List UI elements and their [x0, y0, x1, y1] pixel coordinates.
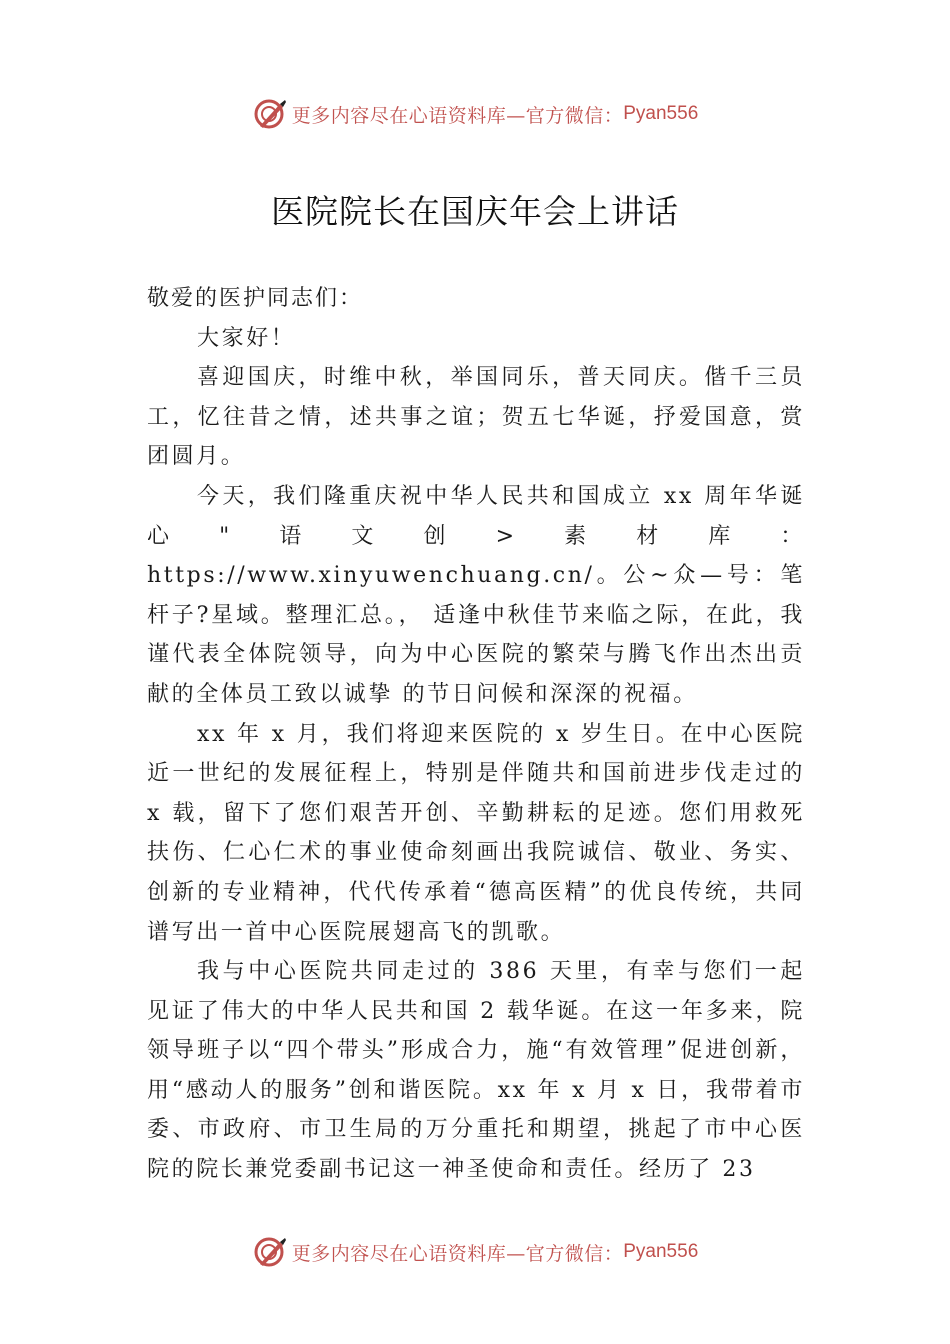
footer-banner [0, 1232, 950, 1272]
greeting: 大家好！ [197, 325, 296, 351]
wechat-id: Pyan556 [623, 1241, 699, 1262]
header-banner [0, 94, 950, 134]
paragraph: 喜迎国庆，时维中秋，举国同乐，普天同庆。偕千三员工，忆往昔之情，述共事之谊；贺五七华诞，抒爱国意，赏团圆月。 [147, 365, 805, 470]
salutation: 敬爱的医护同志们： [147, 286, 364, 311]
paragraph: xx 年 x 月，我们将迎来医院的 x 岁生日。在中心医院近一世纪的发展征程上，特别是伴随共和国前进步伐走过的 x 载，留下了您们艰苦开创、辛勤耕耘的足迹。您们用救死扶伤、仁心仁术的事业使命刻画出我院诚信、敬业、务实、创新的专业精神，代代传承着“德高医精”的优良传统，共同谱写出一首中心医院展翅高飞的凯歌。 [147, 721, 805, 945]
paragraph: 今天，我们隆重庆祝中华人民共和国成立 xx 周年华诞心"语文创>素材库：https://www.xinyuwenchuang.cn/。公~众—号：笔杆子?星域。整理汇总。， 适逢中秋佳节来临之际，在此，我谨代表全体院领导，向为中心医院的繁荣与腾飞作出杰出贡献的全体员工致以诚挚 的节日问候和深深的祝福。 [147, 483, 805, 707]
document-title: 医院院长在国庆年会上讲话 [271, 192, 679, 231]
banner-text: 更多内容尽在心语资料库—官方微信： [291, 104, 624, 127]
pen-logo-icon [252, 1234, 288, 1270]
document-body [147, 279, 805, 1190]
pen-logo-icon [252, 96, 288, 132]
banner-text: 更多内容尽在心语资料库—官方微信： [291, 1242, 624, 1265]
paragraph: 我与中心医院共同走过的 386 天里，有幸与您们一起见证了伟大的中华人民共和国 2 载华诞。在这一年多来，院领导班子以“四个带头”形成合力，施“有效管理”促进创新，用“感动人的服务”创和谐医院。xx 年 x 月 x 日，我带着市委、市政府、市卫生局的万分重托和期望，挑起了市中心医院的院长兼党委副书记这一神圣使命和责任。经历了 23 [147, 959, 805, 1183]
wechat-id: Pyan556 [623, 103, 699, 124]
